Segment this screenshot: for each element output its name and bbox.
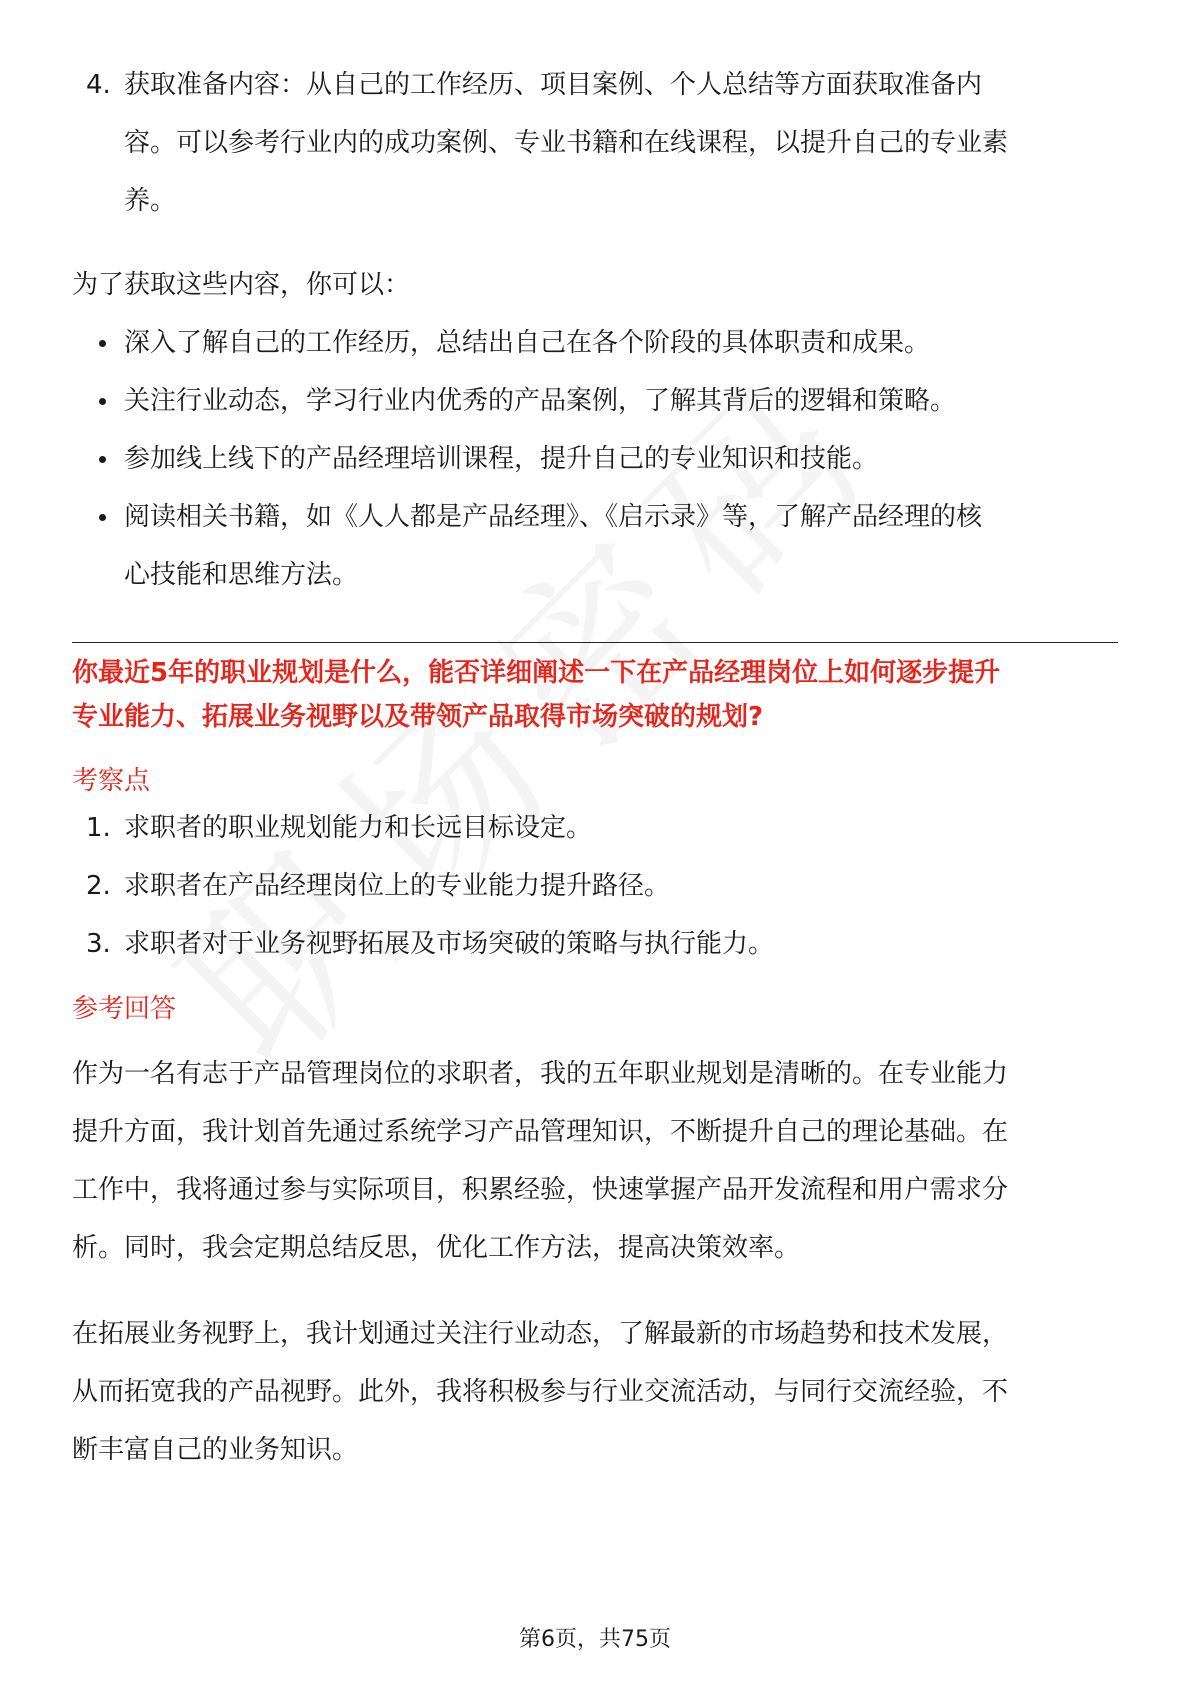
list-item (72, 56, 1118, 230)
paragraph-line: 从而拓宽我的产品视野。此外，我将积极参与行业交流活动，与同行交流经验，不 (72, 1377, 1009, 1407)
bullet-icon (99, 340, 106, 347)
intro-text: 为了获取这些内容，你可以： (72, 270, 411, 300)
bullet-item (72, 314, 1118, 372)
question-line: 专业能力、拓展业务视野以及带领产品取得市场突破的规划? (72, 702, 764, 732)
bullet-line: 心技能和思维方法。 (124, 560, 359, 590)
list-text: 求职者在产品经理岗位上的专业能力提升路径。 (124, 871, 671, 901)
paragraph-line: 析。同时，我会定期总结反思，优化工作方法，提高决策效率。 (72, 1233, 801, 1263)
list-line: 获取准备内容：从自己的工作经历、项目案例、个人总结等方面获取准备内 (124, 70, 983, 100)
paragraph-line: 在拓展业务视野上，我计划通过关注行业动态，了解最新的市场趋势和技术发展， (72, 1319, 1009, 1349)
list-item (72, 857, 1118, 915)
question-line: 你最近5年的职业规划是什么，能否详细阐述一下在产品经理岗位上如何逐步提升 (72, 658, 1001, 688)
question-title (72, 651, 1118, 739)
list-line: 养。 (124, 186, 177, 216)
answer-paragraph-2 (72, 1305, 1118, 1479)
document-page (72, 56, 1118, 1479)
list-item (72, 799, 1118, 857)
paragraph-line: 作为一名有志于产品管理岗位的求职者，我的五年职业规划是清晰的。在专业能力 (72, 1059, 1009, 1089)
points-list (72, 799, 1118, 973)
section-divider (72, 642, 1118, 643)
list-number: 3. (86, 929, 111, 959)
bullet-line: 关注行业动态，学习行业内优秀的产品案例，了解其背后的逻辑和策略。 (124, 386, 957, 416)
list-number: 2. (86, 871, 111, 901)
paragraph-line: 工作中，我将通过参与实际项目，积累经验，快速掌握产品开发流程和用户需求分 (72, 1175, 1009, 1205)
list-text: 求职者的职业规划能力和长远目标设定。 (124, 813, 593, 843)
bullet-item (72, 488, 1118, 604)
bullet-item (72, 372, 1118, 430)
bullet-line: 阅读相关书籍，如《人人都是产品经理》、《启示录》等，了解产品经理的核 (124, 502, 983, 532)
answer-heading: 参考回答 (72, 994, 177, 1024)
bullet-list (72, 314, 1118, 604)
top-numbered-list (72, 56, 1118, 230)
bullet-icon (99, 514, 106, 521)
bullet-item (72, 430, 1118, 488)
bullet-icon (99, 456, 106, 463)
bullet-icon (99, 398, 106, 405)
paragraph-line: 提升方面，我计划首先通过系统学习产品管理知识，不断提升自己的理论基础。在 (72, 1117, 1009, 1147)
list-number: 1. (86, 813, 111, 843)
page-footer: 第6页，共75页 (519, 1627, 671, 1652)
list-number: 4. (86, 70, 111, 100)
answer-paragraph-1 (72, 1045, 1118, 1277)
points-heading: 考察点 (72, 766, 151, 796)
list-item (72, 915, 1118, 973)
list-text: 求职者对于业务视野拓展及市场突破的策略与执行能力。 (124, 929, 775, 959)
paragraph-line: 断丰富自己的业务知识。 (72, 1435, 359, 1465)
bullet-line: 深入了解自己的工作经历，总结出自己在各个阶段的具体职责和成果。 (124, 328, 931, 358)
list-line: 容。可以参考行业内的成功案例、专业书籍和在线课程，以提升自己的专业素 (124, 128, 1009, 158)
bullet-line: 参加线上线下的产品经理培训课程，提升自己的专业知识和技能。 (124, 444, 879, 474)
